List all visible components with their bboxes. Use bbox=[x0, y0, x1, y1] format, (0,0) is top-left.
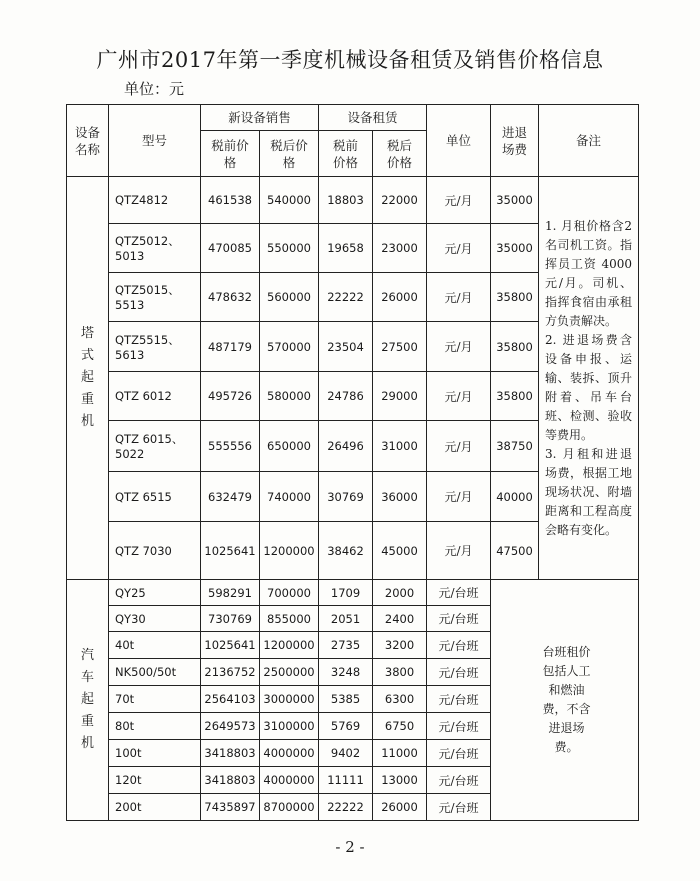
header-unit: 单位 bbox=[427, 105, 491, 177]
unit-cell: 元/台班 bbox=[427, 794, 491, 821]
unit-cell: 元/月 bbox=[427, 372, 491, 421]
sale-pre-cell: 7435897 bbox=[201, 794, 260, 821]
sale-pre-cell: 495726 bbox=[201, 372, 260, 421]
rent-post-cell: 26000 bbox=[373, 273, 427, 322]
fee-cell: 35800 bbox=[491, 322, 539, 372]
unit-cell: 元/月 bbox=[427, 472, 491, 522]
sale-post-cell: 1200000 bbox=[260, 632, 319, 659]
truck-crane-remarks: 台班租价包括人工和燃油费，不含进退场费。 bbox=[491, 580, 639, 821]
sale-pre-cell: 470085 bbox=[201, 224, 260, 273]
sale-post-cell: 650000 bbox=[260, 421, 319, 472]
rent-pre-cell: 38462 bbox=[319, 522, 373, 580]
sale-pre-cell: 2649573 bbox=[201, 713, 260, 740]
sale-pre-cell: 1025641 bbox=[201, 632, 260, 659]
fee-cell: 40000 bbox=[491, 472, 539, 522]
price-table bbox=[66, 104, 639, 821]
unit-cell: 元/台班 bbox=[427, 767, 491, 794]
rent-pre-cell: 1709 bbox=[319, 580, 373, 606]
header-model: 型号 bbox=[109, 105, 201, 177]
rent-post-cell: 3800 bbox=[373, 659, 427, 686]
rent-post-cell: 23000 bbox=[373, 224, 427, 273]
group-name-truck-crane: 汽车起重机 bbox=[67, 580, 109, 821]
unit-cell: 元/月 bbox=[427, 322, 491, 372]
unit-cell: 元/月 bbox=[427, 273, 491, 322]
sale-pre-cell: 730769 bbox=[201, 606, 260, 632]
sale-pre-cell: 461538 bbox=[201, 177, 260, 224]
header-rental: 设备租赁 bbox=[319, 105, 427, 131]
header-entry-exit-fee: 进退场费 bbox=[491, 105, 539, 177]
header-rent-pre-tax: 税前价格 bbox=[319, 131, 373, 177]
group-name-tower-crane: 塔式起重机 bbox=[67, 177, 109, 580]
page-title: 广州市2017年第一季度机械设备租赁及销售价格信息 bbox=[96, 48, 604, 72]
rent-post-cell: 6750 bbox=[373, 713, 427, 740]
sale-post-cell: 580000 bbox=[260, 372, 319, 421]
header-equipment-name: 设备名称 bbox=[67, 105, 109, 177]
rent-pre-cell: 11111 bbox=[319, 767, 373, 794]
sale-pre-cell: 487179 bbox=[201, 322, 260, 372]
unit-cell: 元/台班 bbox=[427, 740, 491, 767]
model-cell: QTZ 6012 bbox=[109, 372, 201, 421]
sale-pre-cell: 2136752 bbox=[201, 659, 260, 686]
sale-post-cell: 4000000 bbox=[260, 767, 319, 794]
sale-post-cell: 3000000 bbox=[260, 686, 319, 713]
model-cell: QY30 bbox=[109, 606, 201, 632]
unit-cell: 元/月 bbox=[427, 421, 491, 472]
model-cell: 100t bbox=[109, 740, 201, 767]
sale-pre-cell: 2564103 bbox=[201, 686, 260, 713]
rent-post-cell: 29000 bbox=[373, 372, 427, 421]
model-cell: 70t bbox=[109, 686, 201, 713]
model-cell: QTZ 7030 bbox=[109, 522, 201, 580]
rent-pre-cell: 19658 bbox=[319, 224, 373, 273]
model-cell: QTZ 6515 bbox=[109, 472, 201, 522]
fee-cell: 35000 bbox=[491, 177, 539, 224]
rent-post-cell: 11000 bbox=[373, 740, 427, 767]
sale-post-cell: 570000 bbox=[260, 322, 319, 372]
unit-cell: 元/台班 bbox=[427, 632, 491, 659]
rent-post-cell: 22000 bbox=[373, 177, 427, 224]
sale-post-cell: 8700000 bbox=[260, 794, 319, 821]
fee-cell: 47500 bbox=[491, 522, 539, 580]
model-cell: 120t bbox=[109, 767, 201, 794]
model-cell: QTZ5015、5513 bbox=[109, 273, 201, 322]
rent-pre-cell: 2051 bbox=[319, 606, 373, 632]
model-cell: QTZ 6015、5022 bbox=[109, 421, 201, 472]
rent-post-cell: 26000 bbox=[373, 794, 427, 821]
rent-pre-cell: 22222 bbox=[319, 273, 373, 322]
header-rent-post-tax: 税后价格 bbox=[373, 131, 427, 177]
rent-pre-cell: 18803 bbox=[319, 177, 373, 224]
tower-crane-remarks bbox=[539, 177, 639, 580]
rent-pre-cell: 30769 bbox=[319, 472, 373, 522]
header-sale-post-tax: 税后价格 bbox=[260, 131, 319, 177]
model-cell: QTZ5515、5613 bbox=[109, 322, 201, 372]
model-cell: QTZ5012、5013 bbox=[109, 224, 201, 273]
fee-cell: 35000 bbox=[491, 224, 539, 273]
sale-pre-cell: 555556 bbox=[201, 421, 260, 472]
sale-post-cell: 3100000 bbox=[260, 713, 319, 740]
sale-post-cell: 550000 bbox=[260, 224, 319, 273]
unit-cell: 元/月 bbox=[427, 522, 491, 580]
model-cell: NK500/50t bbox=[109, 659, 201, 686]
rent-pre-cell: 23504 bbox=[319, 322, 373, 372]
model-cell: 80t bbox=[109, 713, 201, 740]
rent-post-cell: 45000 bbox=[373, 522, 427, 580]
rent-pre-cell: 22222 bbox=[319, 794, 373, 821]
sale-post-cell: 540000 bbox=[260, 177, 319, 224]
rent-pre-cell: 5385 bbox=[319, 686, 373, 713]
remark-3: 3. 月租和进退场费，根据工地现场状况、附墙距离和工程高度会略有变化。 bbox=[545, 446, 633, 537]
header-sale-pre-tax: 税前价格 bbox=[201, 131, 260, 177]
rent-post-cell: 6300 bbox=[373, 686, 427, 713]
rent-pre-cell: 26496 bbox=[319, 421, 373, 472]
sale-pre-cell: 3418803 bbox=[201, 767, 260, 794]
fee-cell: 38750 bbox=[491, 421, 539, 472]
rent-post-cell: 2000 bbox=[373, 580, 427, 606]
unit-cell: 元/台班 bbox=[427, 580, 491, 606]
header-new-sales: 新设备销售 bbox=[201, 105, 319, 131]
rent-pre-cell: 2735 bbox=[319, 632, 373, 659]
unit-cell: 元/月 bbox=[427, 177, 491, 224]
unit-cell: 元/台班 bbox=[427, 686, 491, 713]
sale-pre-cell: 478632 bbox=[201, 273, 260, 322]
rent-pre-cell: 9402 bbox=[319, 740, 373, 767]
remark-1: 1. 月租价格含2名司机工资。指挥员工资 4000元/月。司机、指挥食宿由承租方负责解决。 bbox=[545, 218, 633, 328]
sale-post-cell: 740000 bbox=[260, 472, 319, 522]
rent-post-cell: 36000 bbox=[373, 472, 427, 522]
sale-post-cell: 560000 bbox=[260, 273, 319, 322]
model-cell: 40t bbox=[109, 632, 201, 659]
model-cell: QTZ4812 bbox=[109, 177, 201, 224]
unit-cell: 元/月 bbox=[427, 224, 491, 273]
remark-2: 2. 进退场费含设备申报、运输、装拆、顶升附着、吊车台班、检测、验收等费用。 bbox=[545, 332, 633, 442]
sale-pre-cell: 632479 bbox=[201, 472, 260, 522]
model-cell: QY25 bbox=[109, 580, 201, 606]
model-cell: 200t bbox=[109, 794, 201, 821]
sale-post-cell: 855000 bbox=[260, 606, 319, 632]
rent-post-cell: 27500 bbox=[373, 322, 427, 372]
sale-post-cell: 700000 bbox=[260, 580, 319, 606]
page-number: - 2 - bbox=[335, 838, 365, 856]
sale-pre-cell: 598291 bbox=[201, 580, 260, 606]
rent-post-cell: 31000 bbox=[373, 421, 427, 472]
fee-cell: 35800 bbox=[491, 372, 539, 421]
unit-cell: 元/台班 bbox=[427, 713, 491, 740]
fee-cell: 35800 bbox=[491, 273, 539, 322]
unit-cell: 元/台班 bbox=[427, 659, 491, 686]
rent-pre-cell: 24786 bbox=[319, 372, 373, 421]
unit-cell: 元/台班 bbox=[427, 606, 491, 632]
sale-post-cell: 4000000 bbox=[260, 740, 319, 767]
rent-post-cell: 13000 bbox=[373, 767, 427, 794]
rent-post-cell: 2400 bbox=[373, 606, 427, 632]
sale-pre-cell: 1025641 bbox=[201, 522, 260, 580]
unit-label: 单位：元 bbox=[124, 80, 185, 98]
sale-post-cell: 2500000 bbox=[260, 659, 319, 686]
rent-pre-cell: 5769 bbox=[319, 713, 373, 740]
header-remarks: 备注 bbox=[539, 105, 639, 177]
sale-pre-cell: 3418803 bbox=[201, 740, 260, 767]
rent-post-cell: 3200 bbox=[373, 632, 427, 659]
sale-post-cell: 1200000 bbox=[260, 522, 319, 580]
rent-pre-cell: 3248 bbox=[319, 659, 373, 686]
